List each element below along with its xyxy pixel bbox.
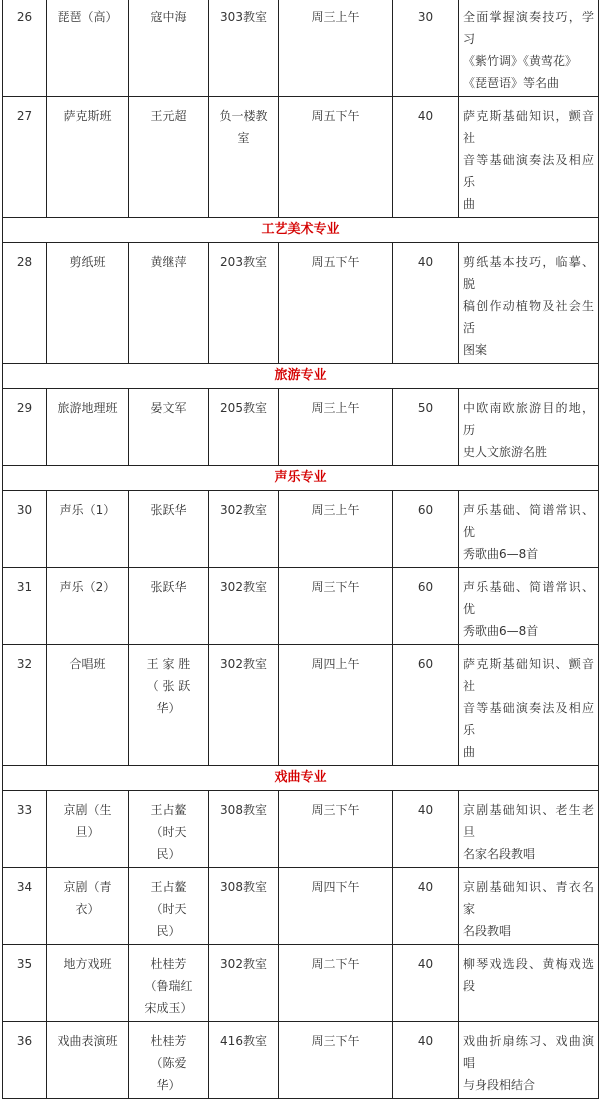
- description-line: 图案: [463, 343, 488, 357]
- time-cell: 周五下午: [279, 243, 393, 364]
- teacher-line: 民）: [156, 924, 181, 938]
- description-cell: [459, 791, 599, 868]
- time-cell: 周三下午: [279, 568, 393, 645]
- description-cell: [459, 491, 599, 568]
- table-row: [3, 1022, 599, 1099]
- teacher-line: 寇中海: [150, 10, 187, 24]
- room-cell: [209, 868, 279, 945]
- course-schedule-table: [2, 0, 599, 1099]
- number-cell: 32: [3, 645, 47, 766]
- teacher-cell: [129, 389, 209, 466]
- teacher-line: 晏文军: [150, 401, 187, 415]
- capacity-cell: 40: [393, 868, 459, 945]
- time-cell: 周四上午: [279, 645, 393, 766]
- room-cell: [209, 389, 279, 466]
- capacity-cell: 60: [393, 645, 459, 766]
- description-cell: [459, 97, 599, 218]
- course-name-line: 衣）: [75, 902, 100, 916]
- room-line: 308教室: [220, 880, 267, 894]
- description-line: 戏曲折扇练习、戏曲演唱: [463, 1034, 594, 1070]
- section-title: 戏曲专业: [3, 766, 599, 791]
- number-cell: 36: [3, 1022, 47, 1099]
- capacity-cell: 40: [393, 791, 459, 868]
- room-cell: [209, 0, 279, 97]
- section-title: 工艺美术专业: [3, 218, 599, 243]
- room-line: 308教室: [220, 803, 267, 817]
- teacher-line: 王 家 胜: [146, 657, 191, 671]
- description-line: 音等基础演奏法及相应乐: [463, 701, 594, 737]
- capacity-cell: 60: [393, 491, 459, 568]
- teacher-line: （时天: [150, 902, 187, 916]
- table-row: [3, 791, 599, 868]
- number-cell: 31: [3, 568, 47, 645]
- course-name-cell: [47, 945, 129, 1022]
- course-name-cell: [47, 791, 129, 868]
- section-header-row: [3, 364, 599, 389]
- table-body: [3, 0, 599, 1099]
- teacher-cell: [129, 868, 209, 945]
- teacher-line: （时天: [150, 825, 187, 839]
- time-cell: 周三上午: [279, 0, 393, 97]
- table-row: [3, 0, 599, 97]
- number-cell: 33: [3, 791, 47, 868]
- description-cell: [459, 868, 599, 945]
- capacity-cell: 40: [393, 945, 459, 1022]
- description-cell: [459, 0, 599, 97]
- description-line: 萨克斯基础知识、颤音社: [463, 657, 594, 693]
- teacher-line: （鲁瑞红: [144, 979, 193, 993]
- course-name-line: 声乐（1）: [59, 503, 116, 517]
- description-line: 曲: [463, 197, 476, 211]
- room-line: 302教室: [220, 657, 267, 671]
- number-cell: 29: [3, 389, 47, 466]
- room-cell: [209, 568, 279, 645]
- teacher-cell: [129, 645, 209, 766]
- room-cell: [209, 791, 279, 868]
- description-line: 与身段相结合: [463, 1078, 536, 1092]
- course-name-line: 旅游地理班: [57, 401, 118, 415]
- number-cell: 27: [3, 97, 47, 218]
- time-cell: 周三下午: [279, 1022, 393, 1099]
- teacher-cell: [129, 568, 209, 645]
- room-cell: [209, 243, 279, 364]
- teacher-line: 民）: [156, 847, 181, 861]
- number-cell: 26: [3, 0, 47, 97]
- section-title: 旅游专业: [3, 364, 599, 389]
- course-name-line: 戏曲表演班: [57, 1034, 118, 1048]
- section-header-row: [3, 766, 599, 791]
- course-name-line: 琵琶（高）: [57, 10, 118, 24]
- section-header-row: [3, 466, 599, 491]
- course-name-line: 旦）: [75, 825, 100, 839]
- teacher-line: 王元超: [150, 109, 187, 123]
- room-line: 室: [237, 131, 250, 145]
- course-name-cell: [47, 868, 129, 945]
- teacher-line: 杜桂芳: [150, 957, 187, 971]
- course-name-cell: [47, 97, 129, 218]
- time-cell: 周四下午: [279, 868, 393, 945]
- course-name-line: 京剧（青: [63, 880, 112, 894]
- course-name-cell: [47, 568, 129, 645]
- table-row: [3, 389, 599, 466]
- course-name-line: 地方戏班: [63, 957, 112, 971]
- description-line: 剪纸基本技巧，临摹、脱: [463, 255, 594, 291]
- description-cell: [459, 389, 599, 466]
- description-cell: [459, 243, 599, 364]
- description-line: 柳琴戏选段、黄梅戏选段: [463, 957, 594, 993]
- table-row: [3, 868, 599, 945]
- table-row: [3, 97, 599, 218]
- room-line: 205教室: [220, 401, 267, 415]
- room-line: 303教室: [220, 10, 267, 24]
- description-line: 音等基础演奏法及相应乐: [463, 153, 594, 189]
- capacity-cell: 30: [393, 0, 459, 97]
- course-name-cell: [47, 0, 129, 97]
- room-cell: [209, 645, 279, 766]
- description-line: 曲: [463, 745, 476, 759]
- number-cell: 34: [3, 868, 47, 945]
- description-line: 名家名段教唱: [463, 847, 536, 861]
- teacher-line: 宋成玉）: [144, 1001, 193, 1015]
- description-line: 声乐基础、简谱常识、优: [463, 580, 594, 616]
- teacher-line: 华）: [156, 701, 181, 715]
- time-cell: 周三下午: [279, 791, 393, 868]
- teacher-cell: [129, 791, 209, 868]
- time-cell: 周三上午: [279, 389, 393, 466]
- teacher-cell: [129, 0, 209, 97]
- room-line: 302教室: [220, 957, 267, 971]
- course-name-line: 声乐（2）: [59, 580, 116, 594]
- table-row: [3, 568, 599, 645]
- teacher-line: 张跃华: [150, 503, 187, 517]
- description-line: 萨克斯基础知识，颤音社: [463, 109, 594, 145]
- capacity-cell: 50: [393, 389, 459, 466]
- time-cell: 周二下午: [279, 945, 393, 1022]
- section-header-row: [3, 218, 599, 243]
- course-name-line: 京剧（生: [63, 803, 112, 817]
- teacher-cell: [129, 97, 209, 218]
- teacher-line: 张跃华: [150, 580, 187, 594]
- description-line: 稿创作动植物及社会生活: [463, 299, 594, 335]
- table-row: [3, 243, 599, 364]
- course-name-cell: [47, 389, 129, 466]
- description-line: 《琵琶语》等名曲: [463, 76, 560, 90]
- description-cell: [459, 645, 599, 766]
- description-line: 秀歌曲6—8首: [463, 547, 539, 561]
- table-row: [3, 491, 599, 568]
- room-line: 203教室: [220, 255, 267, 269]
- course-name-line: 剪纸班: [69, 255, 106, 269]
- description-cell: [459, 568, 599, 645]
- teacher-line: 黄继萍: [150, 255, 187, 269]
- capacity-cell: 60: [393, 568, 459, 645]
- teacher-cell: [129, 243, 209, 364]
- teacher-line: 杜桂芳: [150, 1034, 187, 1048]
- capacity-cell: 40: [393, 97, 459, 218]
- teacher-cell: [129, 1022, 209, 1099]
- number-cell: 30: [3, 491, 47, 568]
- room-line: 负一楼教: [219, 109, 268, 123]
- room-line: 302教室: [220, 503, 267, 517]
- teacher-cell: [129, 945, 209, 1022]
- description-line: 声乐基础、简谱常识、优: [463, 503, 594, 539]
- course-name-cell: [47, 243, 129, 364]
- teacher-line: 华）: [156, 1078, 181, 1092]
- description-line: 名段教唱: [463, 924, 512, 938]
- number-cell: 35: [3, 945, 47, 1022]
- description-line: 中欧南欧旅游目的地，历: [463, 401, 594, 437]
- teacher-cell: [129, 491, 209, 568]
- room-cell: [209, 1022, 279, 1099]
- room-cell: [209, 491, 279, 568]
- teacher-line: （陈爱: [150, 1056, 187, 1070]
- course-name-cell: [47, 645, 129, 766]
- course-name-line: 合唱班: [69, 657, 106, 671]
- room-line: 416教室: [220, 1034, 267, 1048]
- course-name-cell: [47, 1022, 129, 1099]
- description-line: 京剧基础知识、青衣名家: [463, 880, 594, 916]
- description-line: 京剧基础知识、老生老旦: [463, 803, 594, 839]
- table-row: [3, 645, 599, 766]
- time-cell: 周三上午: [279, 491, 393, 568]
- description-cell: [459, 945, 599, 1022]
- course-name-line: 萨克斯班: [63, 109, 112, 123]
- description-line: 史人文旅游名胜: [463, 445, 548, 459]
- description-line: 全面掌握演奏技巧，学习: [463, 10, 594, 46]
- room-cell: [209, 97, 279, 218]
- description-line: 秀歌曲6—8首: [463, 624, 539, 638]
- time-cell: 周五下午: [279, 97, 393, 218]
- description-line: 《紫竹调》《黄莺花》: [463, 54, 578, 68]
- teacher-line: 王占鳌: [150, 803, 187, 817]
- course-name-cell: [47, 491, 129, 568]
- description-cell: [459, 1022, 599, 1099]
- table-row: [3, 945, 599, 1022]
- teacher-line: 王占鳌: [150, 880, 187, 894]
- section-title: 声乐专业: [3, 466, 599, 491]
- capacity-cell: 40: [393, 243, 459, 364]
- number-cell: 28: [3, 243, 47, 364]
- room-cell: [209, 945, 279, 1022]
- capacity-cell: 40: [393, 1022, 459, 1099]
- room-line: 302教室: [220, 580, 267, 594]
- teacher-line: （ 张 跃: [146, 679, 191, 693]
